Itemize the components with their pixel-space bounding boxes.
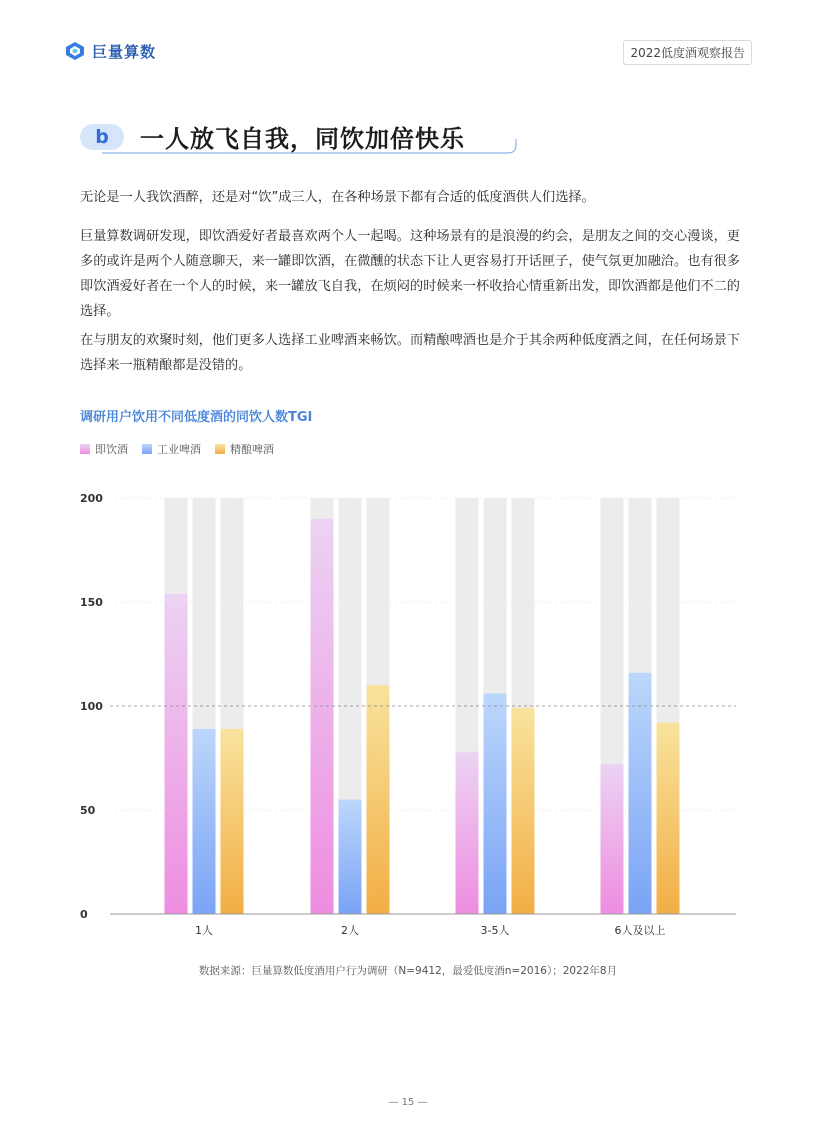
paragraph-3: 在与朋友的欢聚时刻，他们更多人选择工业啤酒来畅饮。而精酿啤酒也是介于其余两种低度酒之间，在任何场景下选择来一瓶精酿都是没错的。: [80, 333, 740, 373]
bar: [367, 685, 390, 914]
y-tick-label: 100: [80, 700, 103, 713]
y-tick-label: 200: [80, 492, 103, 505]
bar-chart: [0, 480, 816, 945]
bar: [629, 673, 652, 914]
chart-title: 调研用户饮用不同低度酒的同饮人数TGI: [80, 410, 313, 425]
paragraph-2: 巨量算数调研发现，即饮酒爱好者最喜欢两个人一起喝。这种场景有的是浪漫的约会，是朋友之间的交心漫谈，更多的或许是两个人随意聊天，来一罐即饮酒，在微醺的状态下让人更容易打开话匣子，使气氛更加融洽。也有很多即饮酒爱好者在一个人的时候，来一罐放飞自我，在烦闷的时候来一杯收拾心情重新出发，即饮酒都是他们不二的选择。: [80, 229, 740, 319]
legend-swatch-1: [80, 444, 90, 454]
x-tick-label: 2人: [341, 924, 359, 937]
y-tick-label: 0: [80, 908, 88, 921]
report-title: 2022低度酒观察报告: [623, 40, 752, 65]
brand-logo-icon: [64, 40, 86, 62]
data-source: 数据来源：巨量算数低度酒用户行为调研（N=9412，最爱低度酒n=2016）；2022年8月: [198, 965, 618, 977]
y-tick-label: 50: [80, 804, 96, 817]
bar: [601, 764, 624, 914]
legend-item-2: [142, 441, 201, 457]
paragraph-1: 无论是一人我饮酒醉，还是对“饮”成三人，在各种场景下都有合适的低度酒供人们选择。: [80, 190, 595, 205]
bar: [456, 752, 479, 914]
bar: [221, 729, 244, 914]
x-tick-label: 6人及以上: [614, 924, 666, 937]
bar: [484, 694, 507, 914]
legend-item-3: [215, 441, 274, 457]
chart-legend: [80, 441, 274, 457]
section-badge: b: [80, 124, 124, 150]
legend-label-1: 即饮酒: [95, 443, 128, 456]
page-number: — 15 —: [388, 1097, 428, 1108]
bar: [193, 729, 216, 914]
section-heading: [80, 117, 520, 157]
bar: [165, 594, 188, 914]
x-tick-label: 3-5人: [480, 924, 510, 937]
legend-swatch-2: [142, 444, 152, 454]
brand-logo: [64, 40, 156, 62]
legend-item-1: [80, 441, 128, 457]
brand-name: 巨量算数: [92, 42, 157, 61]
legend-label-2: 工业啤酒: [157, 443, 201, 456]
bar: [657, 723, 680, 914]
x-tick-label: 1人: [195, 924, 213, 937]
bar: [339, 800, 362, 914]
legend-label-3: 精酿啤酒: [230, 443, 274, 456]
legend-swatch-3: [215, 444, 225, 454]
y-tick-label: 150: [80, 596, 103, 609]
bar: [311, 519, 334, 914]
section-title: 一人放飞自我，同饮加倍快乐: [140, 125, 465, 153]
bar: [512, 708, 535, 914]
